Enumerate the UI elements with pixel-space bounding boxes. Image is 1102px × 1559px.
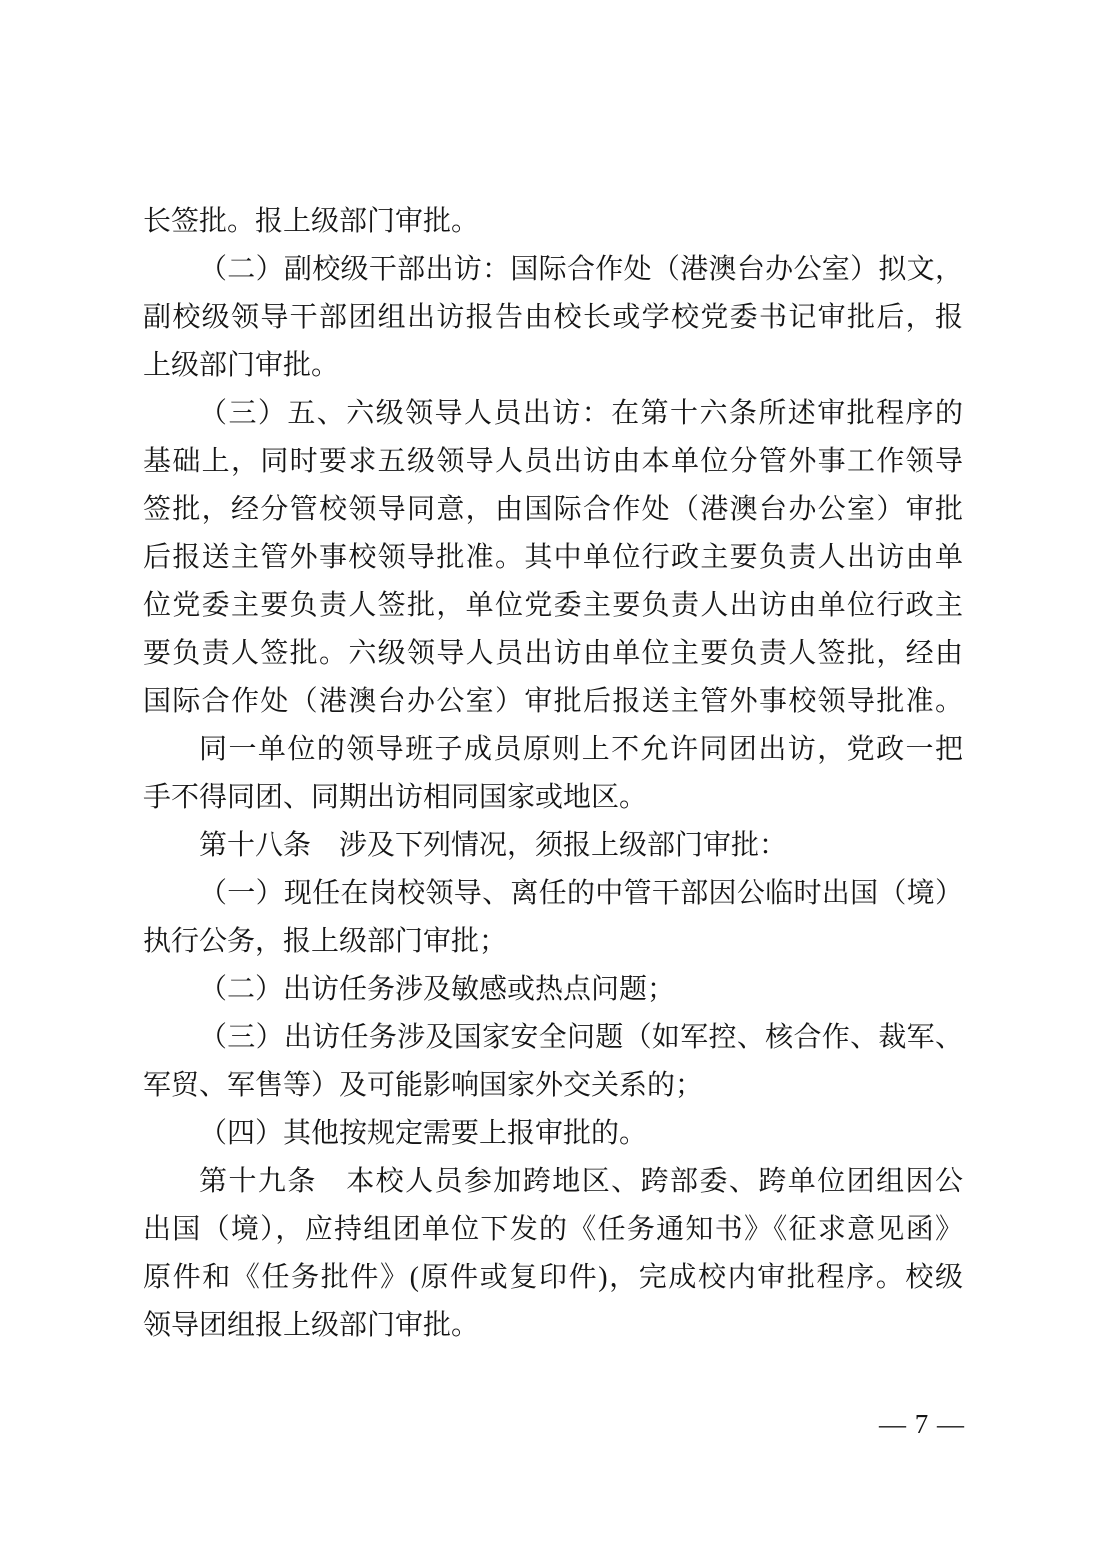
page-number: — 7 — (879, 1409, 965, 1439)
text-line: 领导团组报上级部门审批。 (143, 1310, 480, 1341)
text-line: 副校级领导干部团组出访报告由校长或学校党委书记审批后，报 (143, 302, 963, 333)
text-line: 国际合作处（港澳台办公室）审批后报送主管外事校领导批准。 (143, 686, 963, 717)
text-line: 签批，经分管校领导同意，由国际合作处（港澳台办公室）审批 (143, 494, 963, 525)
text-line: 手不得同团、同期出访相同国家或地区。 (143, 782, 648, 813)
text-line: （一）现任在岗校领导、离任的中管干部因公临时出国（境） (199, 878, 963, 909)
text-line: 第十八条 涉及下列情况，须报上级部门审批： (199, 830, 788, 861)
text-line: （三）五、六级领导人员出访：在第十六条所述审批程序的 (199, 398, 963, 429)
text-line: 后报送主管外事校领导批准。其中单位行政主要负责人出访由单 (143, 542, 963, 573)
text-line: 长签批。报上级部门审批。 (143, 206, 480, 237)
text-line: 军贸、军售等）及可能影响国家外交关系的； (143, 1070, 704, 1101)
text-line: 原件和《任务批件》(原件或复印件)，完成校内审批程序。校级 (143, 1262, 963, 1293)
text-line: 上级部门审批。 (143, 350, 340, 381)
text-line: 第十九条 本校人员参加跨地区、跨部委、跨单位团组因公 (199, 1166, 963, 1197)
text-line: 位党委主要负责人签批，单位党委主要负责人出访由单位行政主 (143, 590, 963, 621)
text-line: 同一单位的领导班子成员原则上不允许同团出访，党政一把 (199, 734, 963, 765)
text-line: 执行公务，报上级部门审批； (143, 926, 508, 957)
text-block (143, 198, 963, 1350)
text-line: 出国（境），应持组团单位下发的《任务通知书》《征求意见函》 (143, 1214, 963, 1245)
text-line: 基础上，同时要求五级领导人员出访由本单位分管外事工作领导 (143, 446, 963, 477)
text-line: 要负责人签批。六级领导人员出访由单位主要负责人签批，经由 (143, 638, 963, 669)
text-line: （二）副校级干部出访：国际合作处（港澳台办公室）拟文， (199, 254, 963, 285)
text-line: （二）出访任务涉及敏感或热点问题； (199, 974, 676, 1005)
text-line: （四）其他按规定需要上报审批的。 (199, 1118, 648, 1149)
text-line: （三）出访任务涉及国家安全问题（如军控、核合作、裁军、 (199, 1022, 963, 1053)
